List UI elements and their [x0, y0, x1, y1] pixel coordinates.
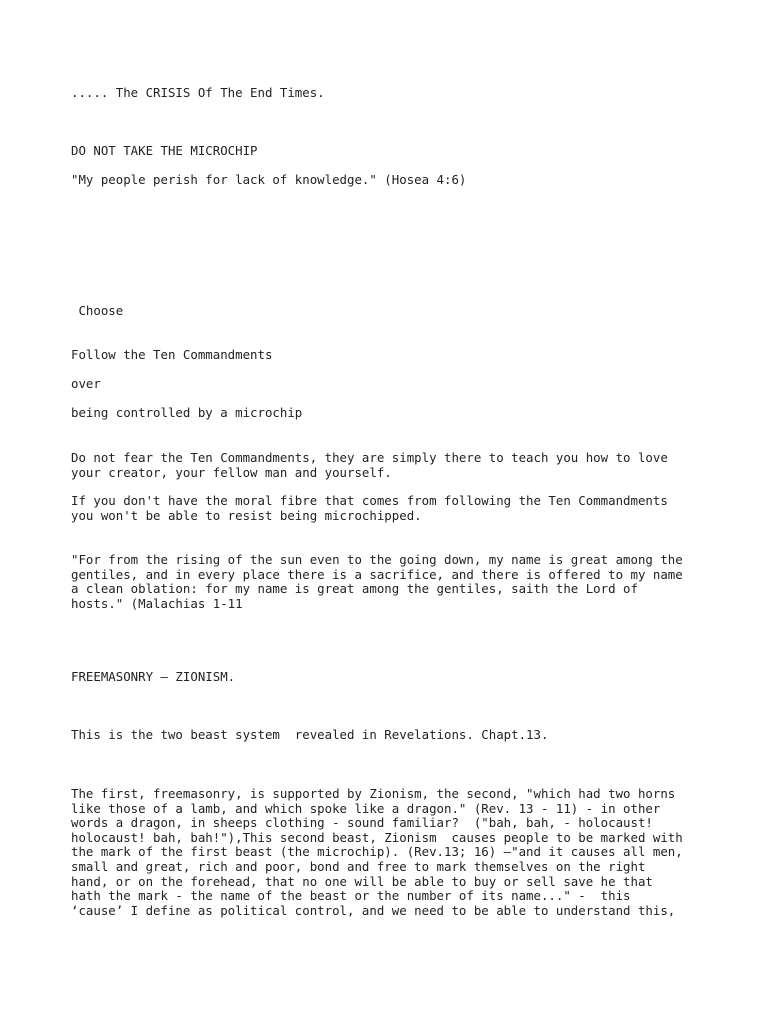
first-beast-paragraph: The first, freemasonry, is supported by Zionism, the second, "which had two horns like those of a lamb, and which spoke like a dragon." (Rev. 13 - 11) - in other words a dragon, in sheeps clothing - sound familiar? ("bah, bah, - holocaust! holocaust! bah, bah!"),This second beast, Zionism causes people to be marked with the mark of the first beast (the microchip). (Rev.13; 16) –"and it causes all men, small and great, rich and poor, bond and free to mark themselves on the right hand, or on the forehead, that no one will be able to buy or sell save he that hath the mark - the name of the beast or the number of its name..." - this ‘cause’ I define as political control, and we need to be able to understand this,	[71, 786, 683, 918]
fear-paragraph: Do not fear the Ten Commandments, they are simply there to teach you how to love your creator, your fellow man and yourself.	[71, 450, 668, 480]
document-title: ..... The CRISIS Of The End Times.	[71, 85, 325, 100]
hosea-quote: "My people perish for lack of knowledge." (Hosea 4:6)	[71, 172, 467, 187]
two-beast-text: This is the two beast system revealed in Revelations. Chapt.13.	[71, 727, 549, 742]
freemasonry-heading: FREEMASONRY – ZIONISM.	[71, 669, 236, 684]
controlled-text: being controlled by a microchip	[71, 405, 303, 420]
choose-text: Choose	[71, 303, 124, 318]
malachias-paragraph: "For from the rising of the sun even to the going down, my name is great among the gentiles, and in every place there is a sacrifice, and there is offered to my name a clean oblation: for my name is great among the gentiles, saith the Lord of hosts." (Malachias 1-11	[71, 552, 683, 611]
microchip-heading: DO NOT TAKE THE MICROCHIP	[71, 143, 258, 158]
moral-fibre-paragraph: If you don't have the moral fibre that comes from following the Ten Commandments you won't be able to resist being microchipped.	[71, 493, 668, 523]
follow-commandments-text: Follow the Ten Commandments	[71, 347, 273, 362]
over-text: over	[71, 376, 101, 391]
